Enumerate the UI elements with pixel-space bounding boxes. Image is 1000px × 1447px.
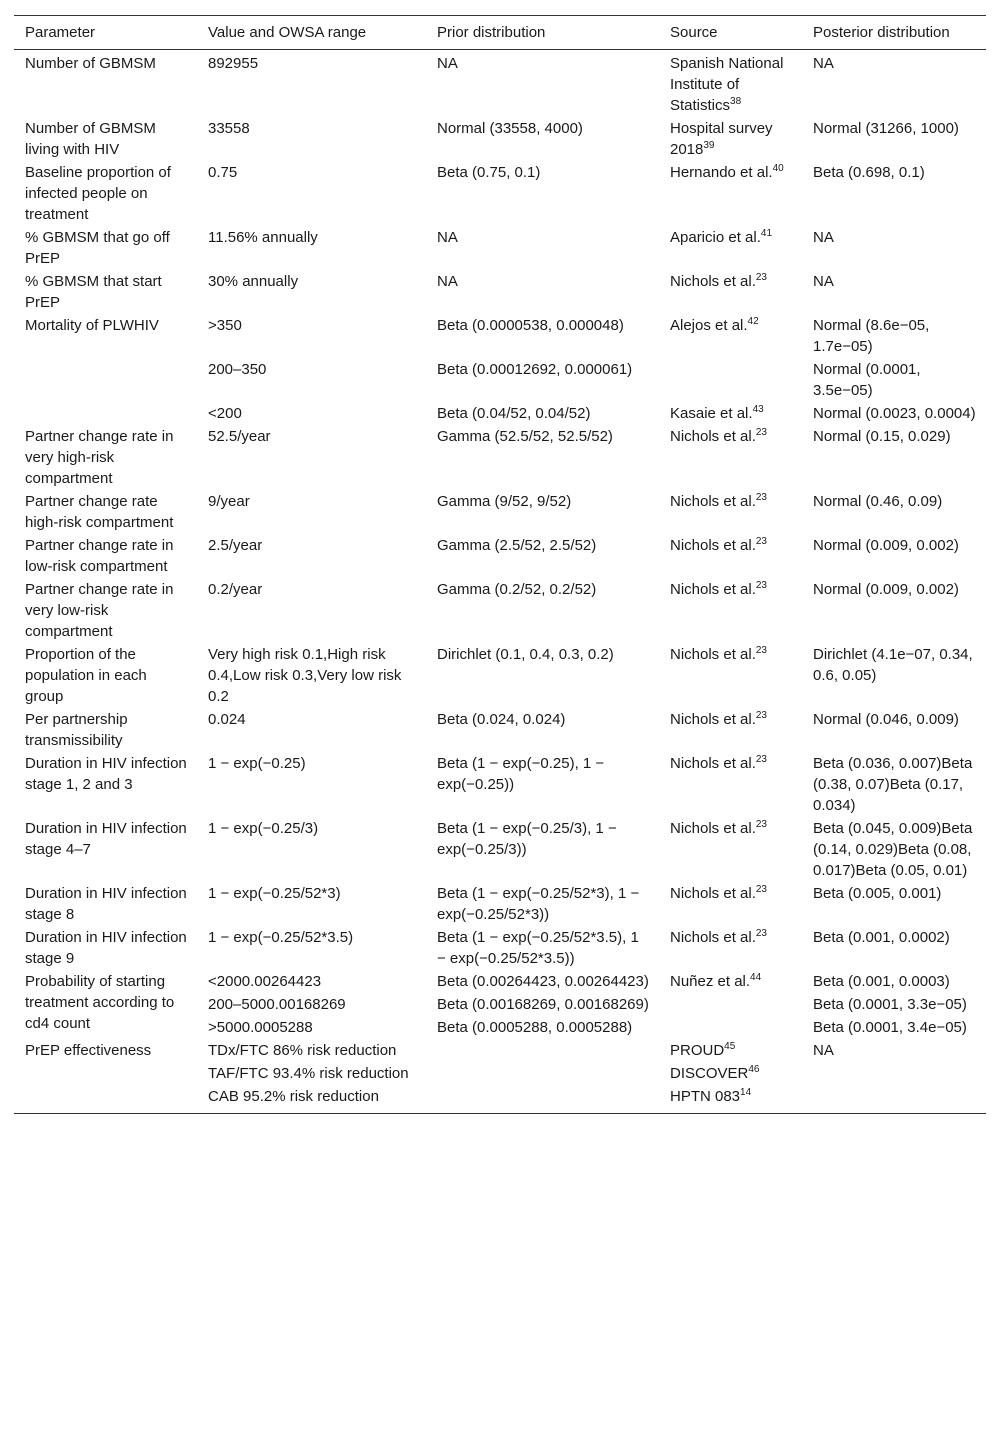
- posterior-cell: Normal (0.46, 0.09): [813, 493, 943, 510]
- value-cell: 1 − exp(−0.25): [208, 755, 306, 772]
- table-row: [14, 817, 986, 882]
- source-cell: [659, 425, 802, 490]
- source-text: Nichols et al.: [670, 428, 756, 445]
- source-text: HPTN 083: [670, 1088, 741, 1105]
- table-row: [14, 117, 986, 161]
- source-cell: [659, 402, 802, 425]
- table-row: [14, 490, 986, 534]
- prior-cell: Beta (0.00168269, 0.00168269): [437, 996, 649, 1013]
- table-row: [14, 314, 986, 358]
- parameter-cell: % GBMSM that start PrEP: [25, 273, 162, 311]
- parameter-cell: Number of GBMSM: [25, 55, 156, 72]
- value-cell: Very high risk 0.1,High risk 0.4,Low risk 0.3,Very low risk 0.2: [208, 646, 402, 705]
- parameter-cell: Partner change rate in very high-risk compartment: [25, 428, 174, 487]
- source-cell: [659, 1039, 802, 1062]
- value-cell: 1 − exp(−0.25/52*3): [208, 885, 341, 902]
- source-text: Nichols et al.: [670, 493, 756, 510]
- prior-cell: NA: [437, 273, 458, 290]
- prior-cell: Beta (0.00264423, 0.00264423): [437, 973, 649, 990]
- source-cell: [659, 578, 802, 643]
- reference-number: 43: [752, 404, 764, 415]
- prior-cell: Beta (1 − exp(−0.25/3), 1 − exp(−0.25/3)): [437, 820, 617, 858]
- prior-cell: Beta (1 − exp(−0.25/52*3), 1 − exp(−0.25/52*3)): [437, 885, 640, 923]
- posterior-cell: Beta (0.698, 0.1): [813, 164, 925, 181]
- reference-number: 23: [755, 580, 767, 591]
- prior-cell: Beta (0.75, 0.1): [437, 164, 541, 181]
- prior-cell: Gamma (2.5/52, 2.5/52): [437, 537, 597, 554]
- parameter-cell: PrEP effectiveness: [25, 1042, 152, 1059]
- posterior-cell: Beta (0.036, 0.007)Beta (0.38, 0.07)Beta (0.17, 0.034): [813, 755, 973, 814]
- prior-cell: Normal (33558, 4000): [437, 120, 583, 137]
- posterior-cell: [802, 1085, 986, 1114]
- posterior-cell: [802, 1062, 986, 1085]
- prior-cell: [426, 1085, 659, 1114]
- posterior-cell: NA: [813, 229, 834, 246]
- source-cell: [659, 226, 802, 270]
- source-text: Nuñez et al.: [670, 973, 751, 990]
- source-cell: [659, 1062, 802, 1085]
- source-cell: [659, 970, 802, 993]
- value-cell: >350: [208, 317, 242, 334]
- value-cell: 200–5000.00168269: [208, 996, 346, 1013]
- source-cell: [659, 993, 802, 1016]
- reference-number: 23: [755, 928, 767, 939]
- prior-cell: Beta (0.00012692, 0.000061): [437, 361, 633, 378]
- value-cell: 0.75: [208, 164, 238, 181]
- source-cell: [659, 50, 802, 118]
- prior-cell: Beta (1 − exp(−0.25/52*3.5), 1 − exp(−0.25/52*3.5)): [437, 929, 639, 967]
- prior-cell: Beta (0.024, 0.024): [437, 711, 566, 728]
- source-cell: [659, 1016, 802, 1039]
- source-text: Nichols et al.: [670, 581, 756, 598]
- parameter-cell: Partner change rate in very low-risk compartment: [25, 581, 174, 640]
- table-row: [14, 1039, 986, 1062]
- value-cell: <2000.00264423: [208, 973, 322, 990]
- posterior-cell: Beta (0.001, 0.0003): [813, 973, 950, 990]
- source-text: Hospital survey 2018: [670, 120, 773, 158]
- value-cell: 0.2/year: [208, 581, 263, 598]
- parameter-cell: Partner change rate in low-risk compartment: [25, 537, 174, 575]
- reference-number: 23: [755, 536, 767, 547]
- reference-number: 40: [772, 163, 784, 174]
- parameter-cell: Duration in HIV infection stage 1, 2 and 3: [25, 755, 187, 793]
- reference-number: 23: [755, 884, 767, 895]
- source-cell: [659, 926, 802, 970]
- value-cell: 892955: [208, 55, 259, 72]
- parameter-cell: Mortality of PLWHIV: [25, 317, 159, 334]
- value-cell: 0.024: [208, 711, 246, 728]
- source-cell: [659, 314, 802, 358]
- value-cell: 2.5/year: [208, 537, 263, 554]
- source-text: Nichols et al.: [670, 885, 756, 902]
- source-cell: [659, 817, 802, 882]
- table-row: [14, 270, 986, 314]
- prior-cell: Gamma (0.2/52, 0.2/52): [437, 581, 597, 598]
- reference-number: 44: [750, 972, 762, 983]
- table-row: [14, 50, 986, 118]
- source-cell: [659, 358, 802, 402]
- reference-number: 23: [755, 710, 767, 721]
- source-text: Nichols et al.: [670, 929, 756, 946]
- value-cell: 11.56% annually: [208, 229, 318, 246]
- prior-cell: Beta (0.0005288, 0.0005288): [437, 1019, 633, 1036]
- reference-number: 14: [740, 1087, 752, 1098]
- source-cell: [659, 161, 802, 226]
- prior-cell: Gamma (52.5/52, 52.5/52): [437, 428, 613, 445]
- reference-number: 23: [755, 272, 767, 283]
- source-text: Nichols et al.: [670, 273, 756, 290]
- parameter-cell: Number of GBMSM living with HIV: [25, 120, 156, 158]
- source-cell: [659, 490, 802, 534]
- value-cell: 33558: [208, 120, 250, 137]
- posterior-cell: Beta (0.005, 0.001): [813, 885, 942, 902]
- source-text: Nichols et al.: [670, 820, 756, 837]
- posterior-cell: Normal (8.6e−05, 1.7e−05): [813, 317, 930, 355]
- source-text: Kasaie et al.: [670, 405, 753, 422]
- parameter-cell: Per partnership transmissibility: [25, 711, 128, 749]
- table-row: [14, 926, 986, 970]
- posterior-cell: NA: [813, 1042, 834, 1059]
- prior-cell: [426, 1062, 659, 1085]
- reference-number: 45: [724, 1041, 736, 1052]
- value-cell: 200–350: [208, 361, 267, 378]
- value-cell: 1 − exp(−0.25/52*3.5): [208, 929, 354, 946]
- reference-number: 23: [755, 645, 767, 656]
- parameter-cell: Duration in HIV infection stage 8: [25, 885, 187, 923]
- reference-number: 41: [760, 228, 773, 239]
- source-cell: [659, 643, 802, 708]
- source-text: Nichols et al.: [670, 755, 756, 772]
- prior-cell: [426, 1039, 659, 1062]
- parameter-cell: Duration in HIV infection stage 9: [25, 929, 187, 967]
- source-text: Spanish National Institute of Statistics: [670, 55, 784, 114]
- source-cell: [659, 117, 802, 161]
- posterior-cell: Beta (0.045, 0.009)Beta (0.14, 0.029)Beta (0.08, 0.017)Beta (0.05, 0.01): [813, 820, 973, 879]
- source-text: DISCOVER: [670, 1065, 749, 1082]
- parameter-cell: Baseline proportion of infected people on treatment: [25, 164, 171, 223]
- value-cell: >5000.0005288: [208, 1019, 313, 1036]
- source-text: Alejos et al.: [670, 317, 748, 334]
- source-text: Nichols et al.: [670, 646, 756, 663]
- prior-cell: NA: [437, 229, 458, 246]
- prior-cell: Beta (0.0000538, 0.000048): [437, 317, 624, 334]
- posterior-cell: Normal (0.009, 0.002): [813, 581, 959, 598]
- source-text: Hernando et al.: [670, 164, 773, 181]
- source-cell: [659, 270, 802, 314]
- source-cell: [659, 752, 802, 817]
- source-text: Nichols et al.: [670, 711, 756, 728]
- posterior-cell: NA: [813, 273, 834, 290]
- table-row: [14, 226, 986, 270]
- parameter-cell: Duration in HIV infection stage 4–7: [25, 820, 187, 858]
- table-row: [14, 534, 986, 578]
- posterior-cell: Normal (0.046, 0.009): [813, 711, 959, 728]
- source-cell: [659, 1085, 802, 1114]
- parameter-cell: Partner change rate high-risk compartment: [25, 493, 174, 531]
- posterior-cell: Normal (0.15, 0.029): [813, 428, 951, 445]
- table-body: [14, 50, 986, 1114]
- value-cell: 1 − exp(−0.25/3): [208, 820, 319, 837]
- header-parameter: Parameter: [14, 16, 197, 50]
- parameters-table: [14, 15, 986, 1114]
- reference-number: 23: [755, 492, 767, 503]
- value-cell: 30% annually: [208, 273, 299, 290]
- value-cell: 52.5/year: [208, 428, 271, 445]
- prior-cell: NA: [437, 55, 458, 72]
- value-cell: 9/year: [208, 493, 250, 510]
- posterior-cell: Beta (0.0001, 3.3e−05): [813, 996, 967, 1013]
- posterior-cell: Dirichlet (4.1e−07, 0.34, 0.6, 0.05): [813, 646, 973, 684]
- value-cell: <200: [208, 405, 242, 422]
- parameter-cell: % GBMSM that go off PrEP: [25, 229, 170, 267]
- posterior-cell: Normal (0.0001, 3.5e−05): [813, 361, 921, 399]
- header-posterior: Posterior distribution: [802, 16, 986, 50]
- source-text: Aparicio et al.: [670, 229, 761, 246]
- posterior-cell: Normal (0.009, 0.002): [813, 537, 959, 554]
- reference-number: 46: [748, 1064, 760, 1075]
- table-row: [14, 970, 986, 993]
- table-row: [14, 882, 986, 926]
- prior-cell: Beta (1 − exp(−0.25), 1 − exp(−0.25)): [437, 755, 605, 793]
- header-value: Value and OWSA range: [197, 16, 426, 50]
- source-text: PROUD: [670, 1042, 725, 1059]
- value-cell: TDx/FTC 86% risk reduction: [208, 1042, 397, 1059]
- source-cell: [659, 534, 802, 578]
- value-cell: CAB 95.2% risk reduction: [208, 1088, 379, 1105]
- table-row: [14, 643, 986, 708]
- header-source: Source: [659, 16, 802, 50]
- reference-number: 23: [755, 427, 767, 438]
- reference-number: 39: [703, 140, 715, 151]
- posterior-cell: Normal (0.0023, 0.0004): [813, 405, 976, 422]
- table-row: [14, 425, 986, 490]
- prior-cell: Dirichlet (0.1, 0.4, 0.3, 0.2): [437, 646, 614, 663]
- source-cell: [659, 708, 802, 752]
- posterior-cell: Beta (0.0001, 3.4e−05): [813, 1019, 967, 1036]
- parameter-cell: Probability of starting treatment according to cd4 count: [25, 973, 175, 1032]
- header-row: [14, 16, 986, 50]
- table-row: [14, 161, 986, 226]
- table-row: [14, 752, 986, 817]
- table-row: [14, 708, 986, 752]
- header-prior: Prior distribution: [426, 16, 659, 50]
- reference-number: 42: [747, 316, 759, 327]
- posterior-cell: Normal (31266, 1000): [813, 120, 959, 137]
- table-row: [14, 578, 986, 643]
- parameter-cell: Proportion of the population in each group: [25, 646, 147, 705]
- value-cell: TAF/FTC 93.4% risk reduction: [208, 1065, 409, 1082]
- reference-number: 38: [730, 96, 742, 107]
- posterior-cell: NA: [813, 55, 834, 72]
- prior-cell: Gamma (9/52, 9/52): [437, 493, 572, 510]
- reference-number: 23: [755, 754, 767, 765]
- source-text: Nichols et al.: [670, 537, 756, 554]
- reference-number: 23: [755, 819, 767, 830]
- prior-cell: Beta (0.04/52, 0.04/52): [437, 405, 591, 422]
- posterior-cell: Beta (0.001, 0.0002): [813, 929, 950, 946]
- source-cell: [659, 882, 802, 926]
